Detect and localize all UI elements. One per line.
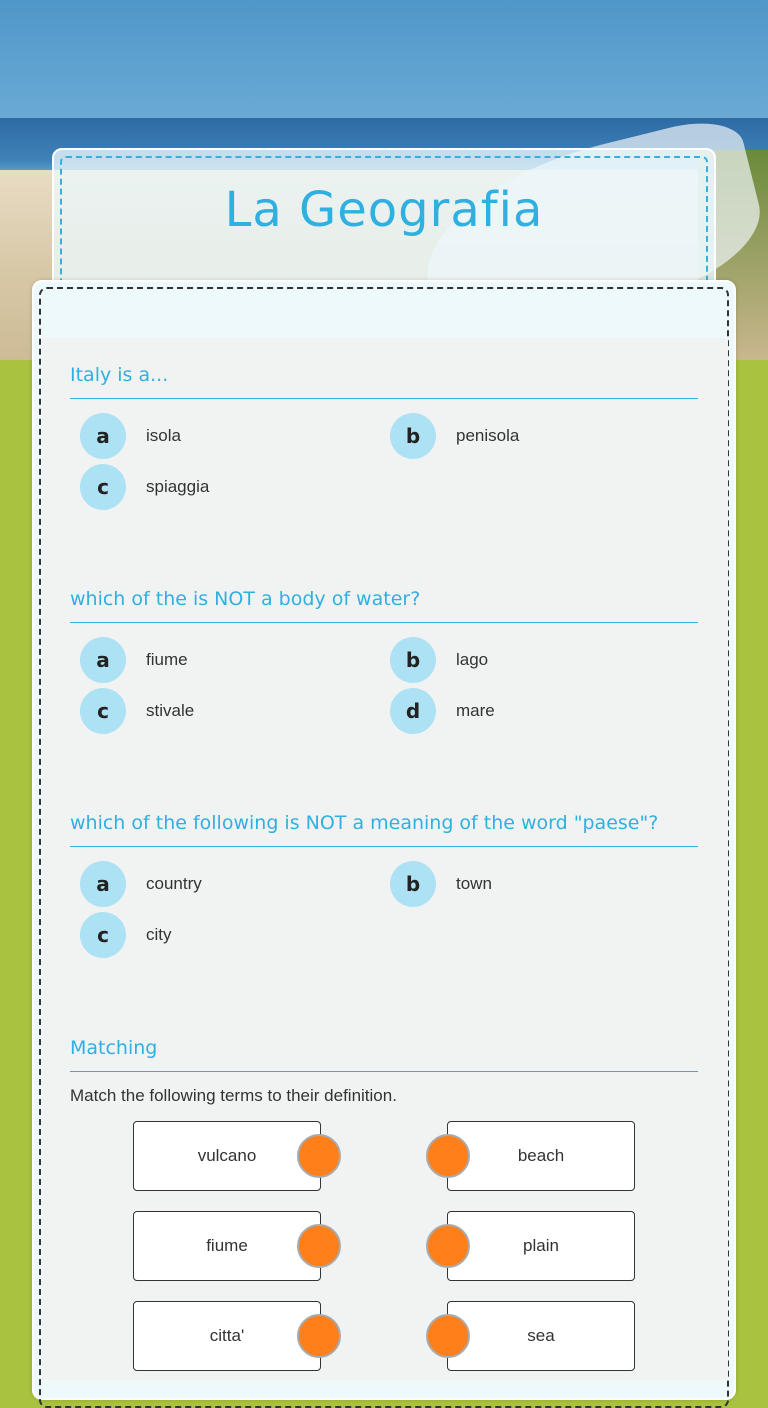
question-3 (70, 812, 698, 971)
option-label: isola (146, 426, 181, 445)
match-connector-right[interactable] (426, 1224, 470, 1268)
match-connector-left[interactable] (297, 1314, 341, 1358)
option-letter: c (80, 912, 126, 958)
match-connector-right[interactable] (426, 1314, 470, 1358)
option-letter: a (80, 637, 126, 683)
matching-title: Matching (70, 1037, 698, 1072)
option-letter: c (80, 688, 126, 734)
option-b[interactable] (380, 413, 680, 459)
option-c[interactable] (70, 688, 370, 734)
option-label: stivale (146, 701, 195, 720)
matching-section (70, 1037, 698, 1106)
option-label: spiaggia (146, 477, 210, 496)
option-label: country (146, 874, 202, 893)
question-options (70, 861, 698, 971)
match-connector-left[interactable] (297, 1134, 341, 1178)
option-b[interactable] (380, 861, 680, 907)
option-letter: a (80, 413, 126, 459)
match-term-left[interactable]: fiume (133, 1211, 321, 1281)
question-1 (70, 364, 698, 523)
question-title: which of the is NOT a body of water? (70, 588, 698, 623)
option-letter: c (80, 464, 126, 510)
match-term-right[interactable]: beach (447, 1121, 635, 1191)
match-term-right[interactable]: plain (447, 1211, 635, 1281)
matching-instruction: Match the following terms to their definition. (70, 1086, 397, 1105)
question-options (70, 637, 698, 747)
match-connector-left[interactable] (297, 1224, 341, 1268)
option-letter: a (80, 861, 126, 907)
option-a[interactable] (70, 861, 370, 907)
option-letter: b (390, 637, 436, 683)
option-label: fiume (146, 650, 188, 669)
option-a[interactable] (70, 637, 370, 683)
question-title: Italy is a... (70, 364, 698, 399)
option-label: lago (456, 650, 489, 669)
match-term-left[interactable]: citta' (133, 1301, 321, 1371)
match-term-left[interactable]: vulcano (133, 1121, 321, 1191)
option-letter: d (390, 688, 436, 734)
option-letter: b (390, 413, 436, 459)
option-c[interactable] (70, 912, 370, 958)
option-a[interactable] (70, 413, 370, 459)
option-d[interactable] (380, 688, 680, 734)
option-label: mare (456, 701, 495, 720)
option-letter: b (390, 861, 436, 907)
option-c[interactable] (70, 464, 370, 510)
option-b[interactable] (380, 637, 680, 683)
page-title: La Geografia (224, 182, 544, 238)
option-label: penisola (456, 426, 520, 445)
option-label: city (146, 925, 172, 944)
question-2 (70, 588, 698, 747)
match-term-right[interactable]: sea (447, 1301, 635, 1371)
option-label: town (456, 874, 492, 893)
question-title: which of the following is NOT a meaning of the word "paese"? (70, 812, 698, 847)
match-connector-right[interactable] (426, 1134, 470, 1178)
question-options (70, 413, 698, 523)
